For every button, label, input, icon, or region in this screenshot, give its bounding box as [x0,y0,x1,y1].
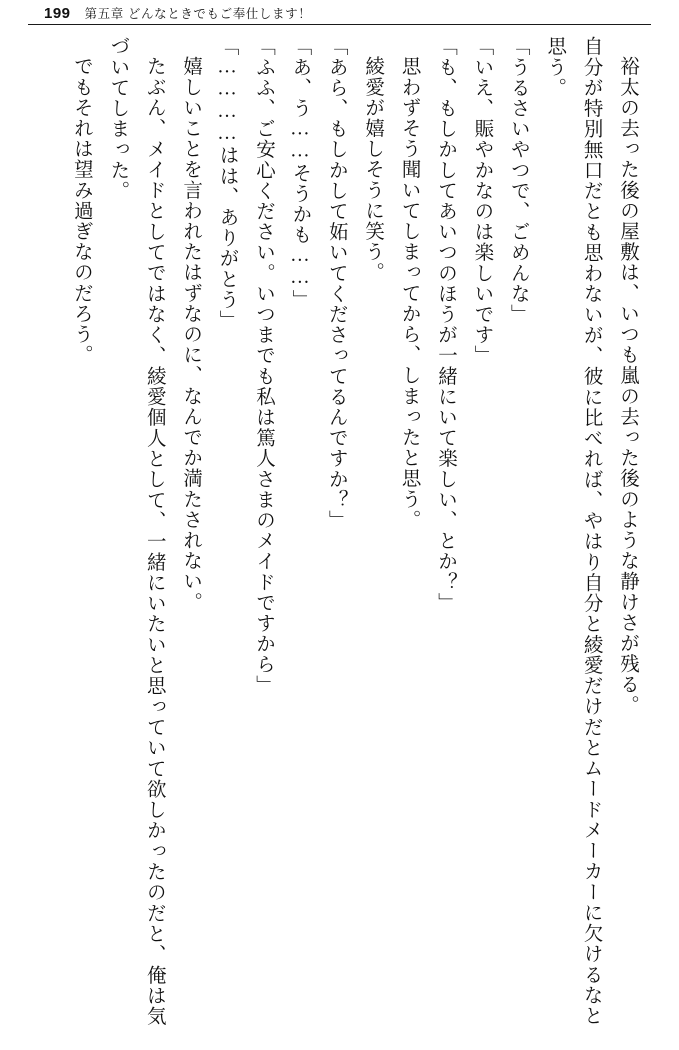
paragraph: でもそれは望み過ぎなのだろう。 [70,55,92,365]
paragraph: 嬉しいことを言われたはずなのに、なんでか満たされない。 [180,55,202,612]
paragraph: 「いえ、賑やかなのは楽しいです」 [471,36,493,366]
paragraph: 「も、もしかしてあいつのほうが一緒にいて楽しい、とか？」 [434,36,456,613]
paragraph: 綾愛が嬉しそうに笑う。 [362,55,384,283]
paragraph: 「うるさいやつで、ごめんな」 [507,36,529,325]
page-body-text [39,36,645,1026]
header-divider [28,24,651,25]
paragraph: 「あら、もしかして妬いてくださってるんですか？」 [325,36,347,531]
running-head [0,0,679,26]
paragraph: 「…………はは、ありがとう」 [216,36,238,331]
paragraph: 「あ、う……そうかも……」 [289,36,311,310]
paragraph: 自分が特別無口だとも思わないが、彼に比べれば、やはり自分と綾愛だけだとムードメーカーに欠けるなと思う。 [544,36,602,1026]
paragraph: 「ふふ、ご安心ください。いつまでも私は篤人さまのメイドですから」 [252,36,274,696]
paragraph: 思わずそう聞いてしまってから、しまったと思う。 [398,55,420,530]
chapter-title: 第五章 どんなときでもご奉仕します！ [84,7,312,21]
page-number: 199 [44,4,71,22]
paragraph: 裕太の去った後の屋敷は、いつも嵐の去った後のような静けさが残る。 [617,55,638,715]
paragraph: たぶん、メイドとしてではなく、綾愛個人として、一緒にいたいと思っていて欲しかったのだと、俺は気づいてしまった。 [107,36,165,1026]
